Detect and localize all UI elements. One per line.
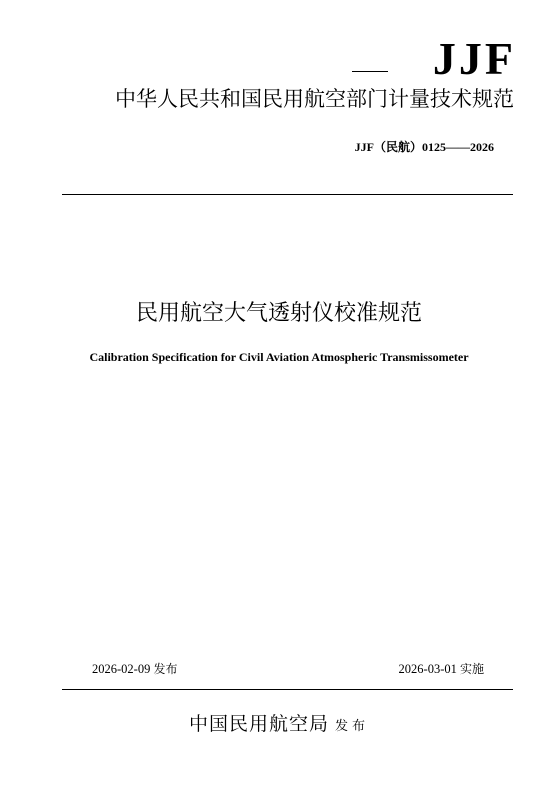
implement-label: 实施 [459,662,484,676]
issue-date: 2026-02-09 [92,662,151,676]
publisher-line [0,713,558,736]
issue-label: 发布 [153,662,178,676]
implement-date: 2026-03-01 [398,662,457,676]
document-title-cn: 民用航空大气透射仪校准规范 [135,301,422,326]
implement-date-line [399,662,484,677]
jjf-logo: JJF [432,33,516,84]
issuer-title: 中华人民共和国民用航空部门计量技术规范 [115,87,514,111]
standard-number: JJF（民航）0125——2026 [354,140,494,154]
logo-dash [352,71,388,72]
publisher-name: 中国民用航空局 [188,713,329,735]
bottom-divider [62,689,513,690]
issue-date-line [92,662,177,677]
top-divider [62,194,513,195]
document-title-en: Calibration Specification for Civil Aviation Atmospheric Transmissometer [89,350,469,364]
publisher-action: 发布 [335,719,370,734]
